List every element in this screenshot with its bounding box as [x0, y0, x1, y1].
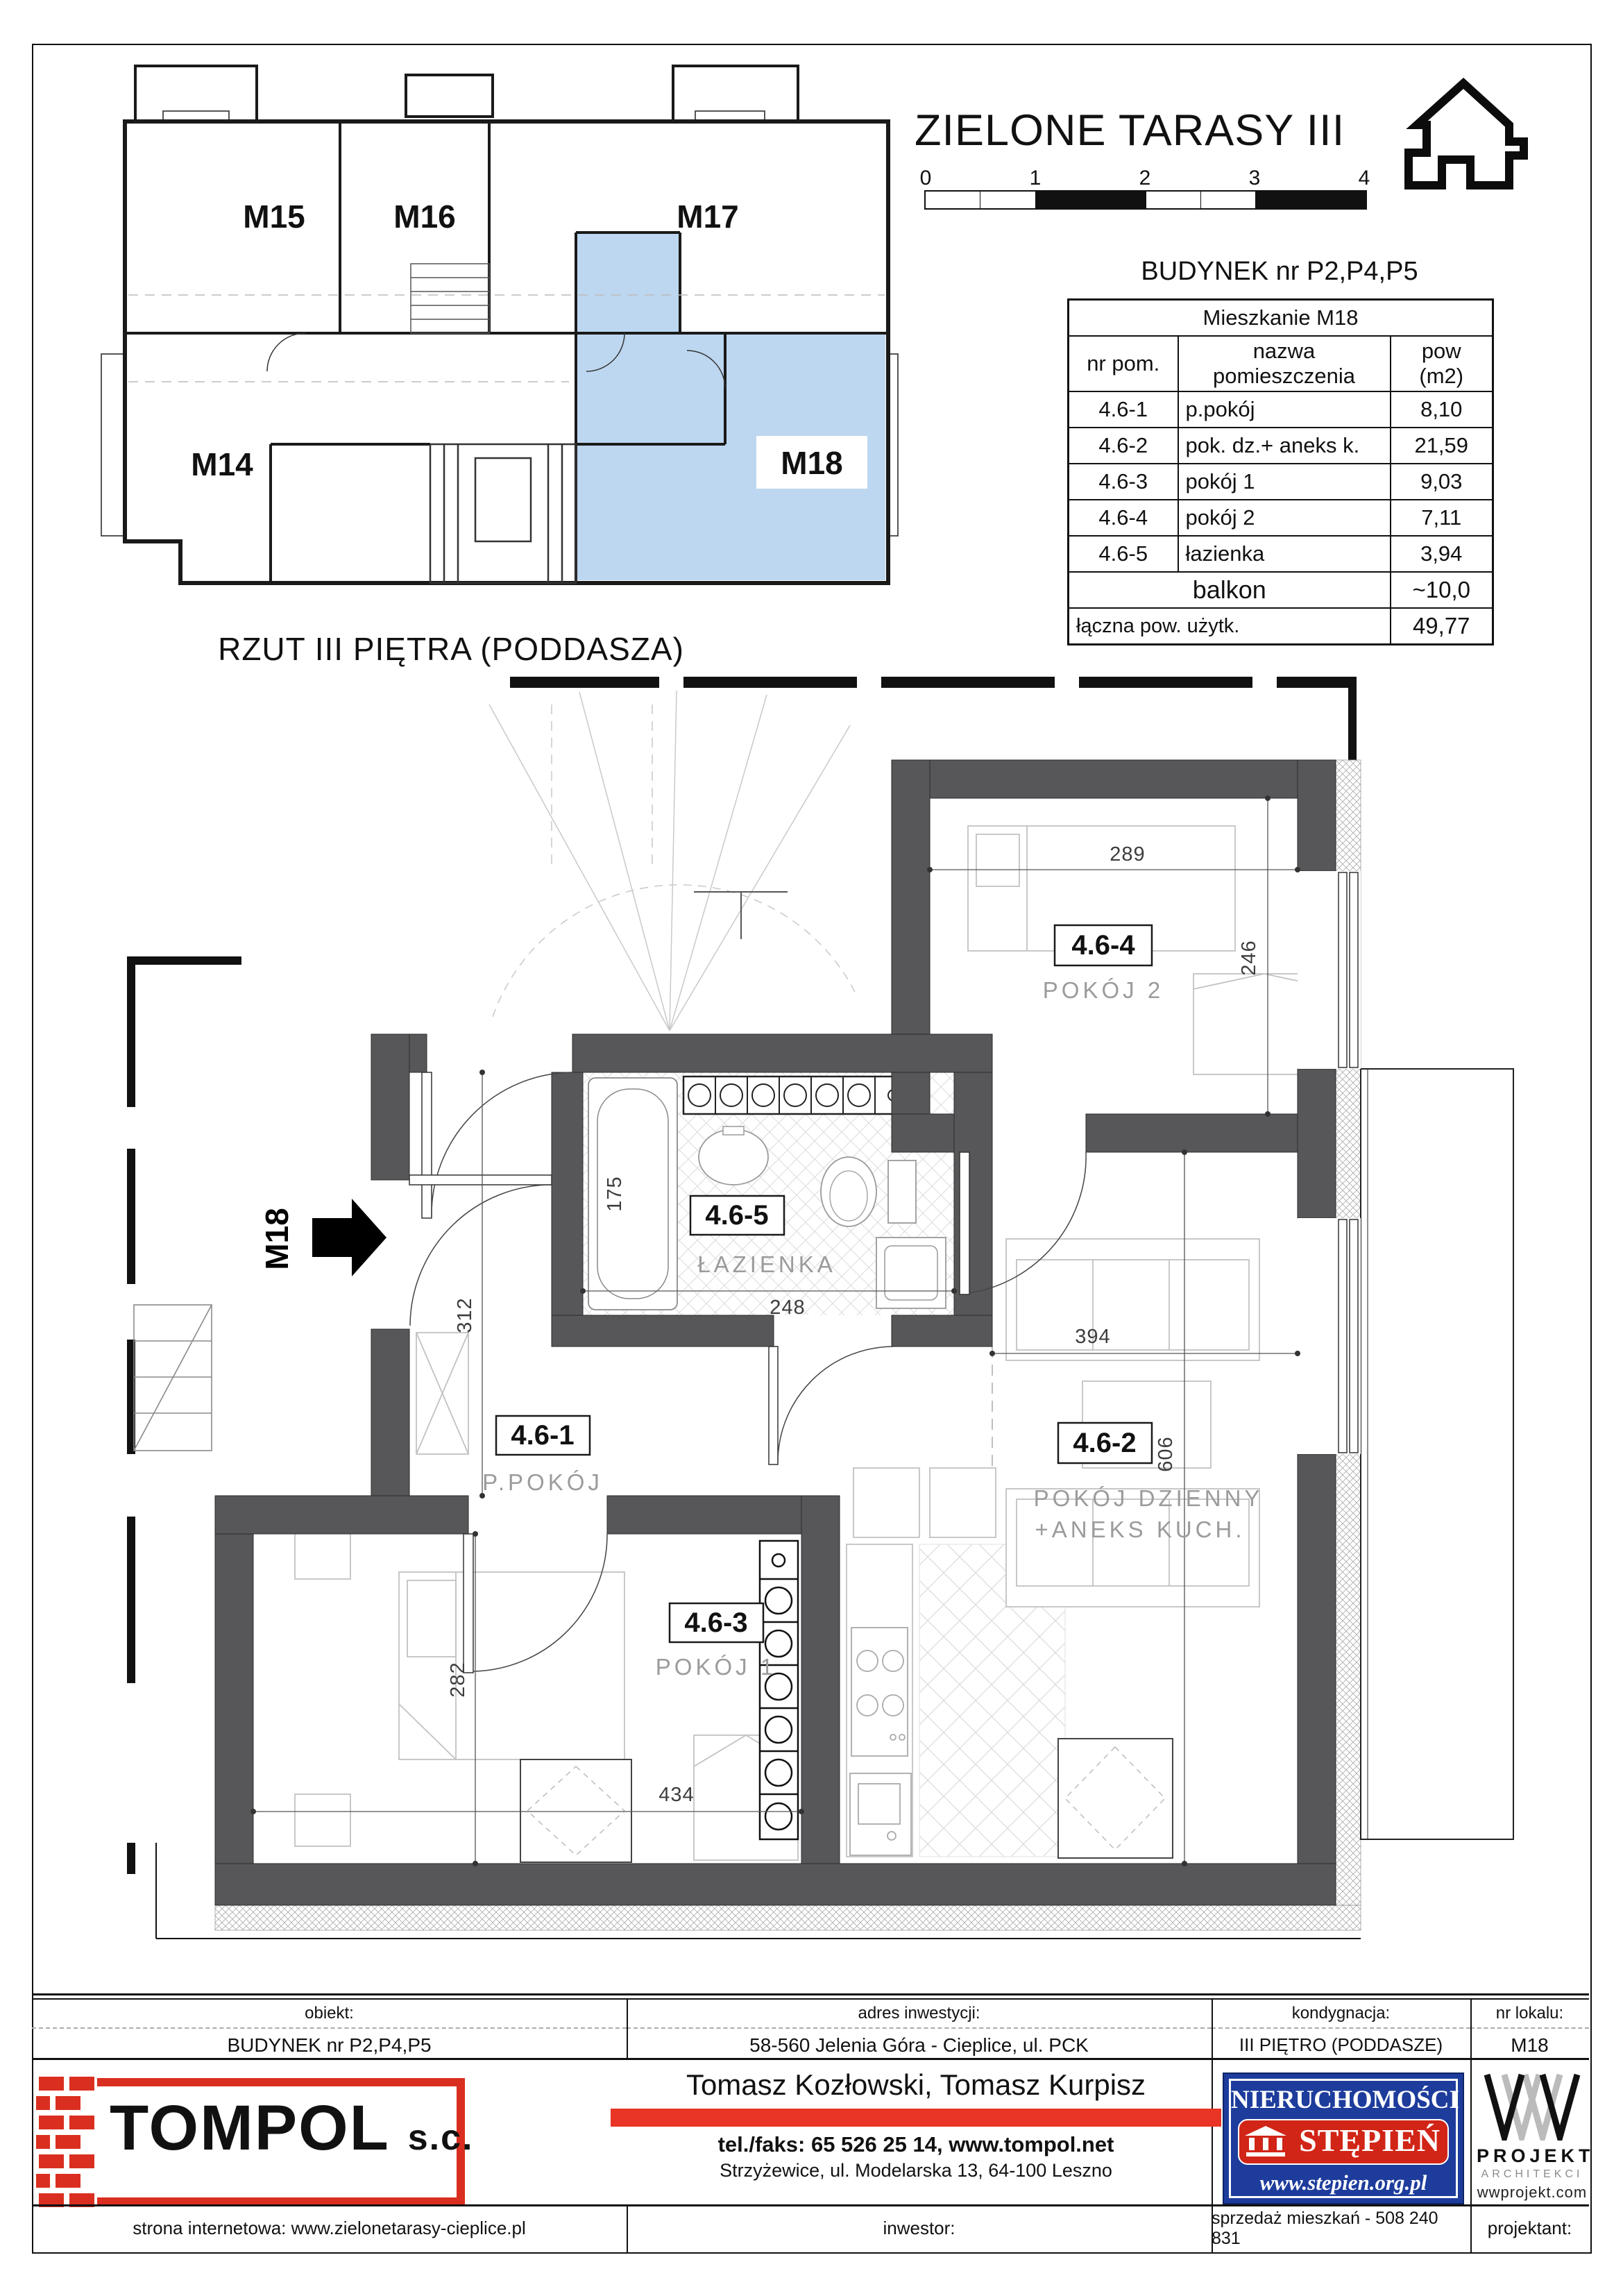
footer-cell-kondygnacja [1212, 2000, 1470, 2058]
company-address: Strzyżewice, ul. Modelarska 13, 64-100 Leszno [720, 2160, 1112, 2181]
wprojekt-line1: PROJEKT [1477, 2145, 1595, 2166]
room-4-6-1-number: 4.6-1 [511, 1420, 575, 1451]
svg-text:394: 394 [1075, 1326, 1111, 1348]
wprojekt-line3: wwprojekt.com [1477, 2184, 1588, 2201]
company-info [611, 2068, 1221, 2207]
scale-tick: 3 [1248, 167, 1261, 189]
room-4-6-3-number: 4.6-3 [684, 1607, 748, 1638]
stepien-line3: www.stepien.org.pl [1259, 2170, 1427, 2195]
scale-tick: 4 [1358, 167, 1370, 189]
company-owners: Tomasz Kozłowski, Tomasz Kurpisz [686, 2068, 1146, 2101]
table-row: 4.6-3 pokój 1 9,03 [1069, 464, 1493, 500]
table-row-total: łączna pow. użytk. 49,77 [1069, 608, 1493, 645]
room-4-6-2-name: POKÓJ DZIENNY [1033, 1485, 1264, 1511]
footer-value: BUDYNEK nr P2,P4,P5 [227, 2034, 432, 2056]
red-bar [611, 2109, 1221, 2127]
footer-value: III PIĘTRO (PODDASZE) [1239, 2034, 1443, 2055]
footer-top-line [32, 1993, 1589, 1995]
svg-text:289: 289 [1110, 843, 1146, 866]
scale-bar-cells [924, 190, 1367, 210]
scale-tick: 2 [1139, 167, 1151, 189]
room-4-6-1-name: P.POKÓJ [482, 1469, 603, 1495]
exterior-ladder [134, 1305, 212, 1451]
svg-text:282: 282 [447, 1662, 469, 1698]
footer-label: nr lokalu: [1495, 2004, 1564, 2023]
footer-value: M18 [1511, 2034, 1549, 2056]
svg-text:434: 434 [658, 1784, 695, 1806]
footer-label: adres inwestycji: [858, 2004, 980, 2023]
house-icon [1396, 78, 1528, 192]
main-floor-plan [66, 663, 1558, 1989]
wprojekt-line2: ARCHITEKCI [1481, 2168, 1583, 2180]
stepien-line1: NIERUCHOMOŚCI [1231, 2086, 1459, 2114]
entrance-marker [259, 1199, 386, 1276]
footer-inwestor: inwestor: [883, 2218, 955, 2238]
stepien-line2: STĘPIEŃ [1299, 2122, 1441, 2158]
svg-text:312: 312 [454, 1297, 476, 1333]
col-header-nr: nr pom. [1069, 336, 1178, 391]
unit-label-m16: M16 [393, 199, 456, 235]
unit-label-m18: M18 [781, 445, 843, 481]
footer-website: strona internetowa: www.zielonetarasy-cieplice.pl [133, 2218, 526, 2238]
brick-pattern-icon [36, 2074, 97, 2210]
table-row: 4.6-1 p.pokój 8,10 [1069, 391, 1493, 428]
footer-cell-obiekt [32, 2000, 627, 2058]
svg-text:606: 606 [1155, 1436, 1177, 1472]
col-header-area: pow (m2) [1391, 336, 1493, 391]
stepien-logo [1223, 2073, 1464, 2204]
footer-label: kondygnacja: [1291, 2004, 1391, 2023]
room-4-6-3-name: POKÓJ 1 [655, 1654, 777, 1680]
footer-label: obiekt: [305, 2004, 354, 2023]
unit-label-m17: M17 [677, 199, 739, 235]
scale-bar-ticks [919, 167, 1370, 189]
scale-tick: 0 [919, 167, 932, 189]
entrance-arrow-icon [312, 1199, 386, 1276]
temple-icon [1245, 2126, 1286, 2156]
company-phone: tel./faks: 65 526 25 14, www.tompol.net [717, 2132, 1114, 2156]
tompol-name: TOMPOL [110, 2093, 389, 2163]
tompol-logo [46, 2078, 474, 2206]
plan-caption: RZUT III PIĘTRA (PODDASZA) [218, 631, 684, 667]
stairs [489, 691, 857, 1031]
footer-cell-nrlokalu [1470, 2000, 1589, 2058]
svg-text:246: 246 [1238, 940, 1260, 976]
radiator [760, 1541, 798, 1839]
footer-sales: sprzedaż mieszkań - 508 240 831 [1212, 2208, 1438, 2248]
room-4-6-4-number: 4.6-4 [1071, 930, 1135, 961]
wprojekt-w-icon [1480, 2071, 1584, 2141]
room-4-6-5-number: 4.6-5 [705, 1200, 769, 1231]
wprojekt-logo [1477, 2071, 1595, 2204]
svg-text:175: 175 [604, 1176, 626, 1212]
building-header: BUDYNEK nr P2,P4,P5 [1141, 257, 1418, 286]
table-row: 4.6-5 łazienka 3,94 [1069, 536, 1493, 572]
overview-plan [97, 56, 902, 618]
footer-vline [627, 2204, 628, 2252]
footer-cell-adres [627, 2000, 1212, 2058]
unit-label-m15: M15 [243, 199, 305, 235]
footer-div-line [32, 2058, 1589, 2060]
table-row: 4.6-2 pok. dz.+ aneks k. 21,59 [1069, 428, 1493, 464]
project-title: ZIELONE TARASY III [915, 106, 1345, 155]
table-row: 4.6-4 pokój 2 7,11 [1069, 500, 1493, 536]
tompol-suffix: s.c. [407, 2118, 474, 2158]
footer-projektant: projektant: [1487, 2218, 1572, 2238]
table-title: Mieszkanie M18 [1069, 300, 1493, 337]
footer-vline [627, 2000, 628, 2058]
room-4-6-2-number: 4.6-2 [1073, 1428, 1137, 1458]
col-header-name: nazwa pomieszczenia [1178, 336, 1391, 391]
apartment-table [1067, 298, 1494, 645]
svg-text:248: 248 [770, 1297, 806, 1319]
balcony [1361, 1069, 1513, 1839]
unit-label-m14: M14 [191, 446, 253, 482]
room-4-6-5-name: ŁAZIENKA [697, 1251, 836, 1277]
room-4-6-4-name: POKÓJ 2 [1042, 977, 1164, 1003]
footer-value: 58-560 Jelenia Góra - Cieplice, ul. PCK [749, 2034, 1089, 2056]
table-row-balkon: balkon ~10,0 [1069, 572, 1493, 608]
scale-bar [919, 167, 1370, 210]
room-4-6-2-name2: +ANEKS KUCH. [1035, 1517, 1246, 1542]
entrance-label: M18 [259, 1208, 295, 1270]
scale-tick: 1 [1029, 167, 1042, 189]
